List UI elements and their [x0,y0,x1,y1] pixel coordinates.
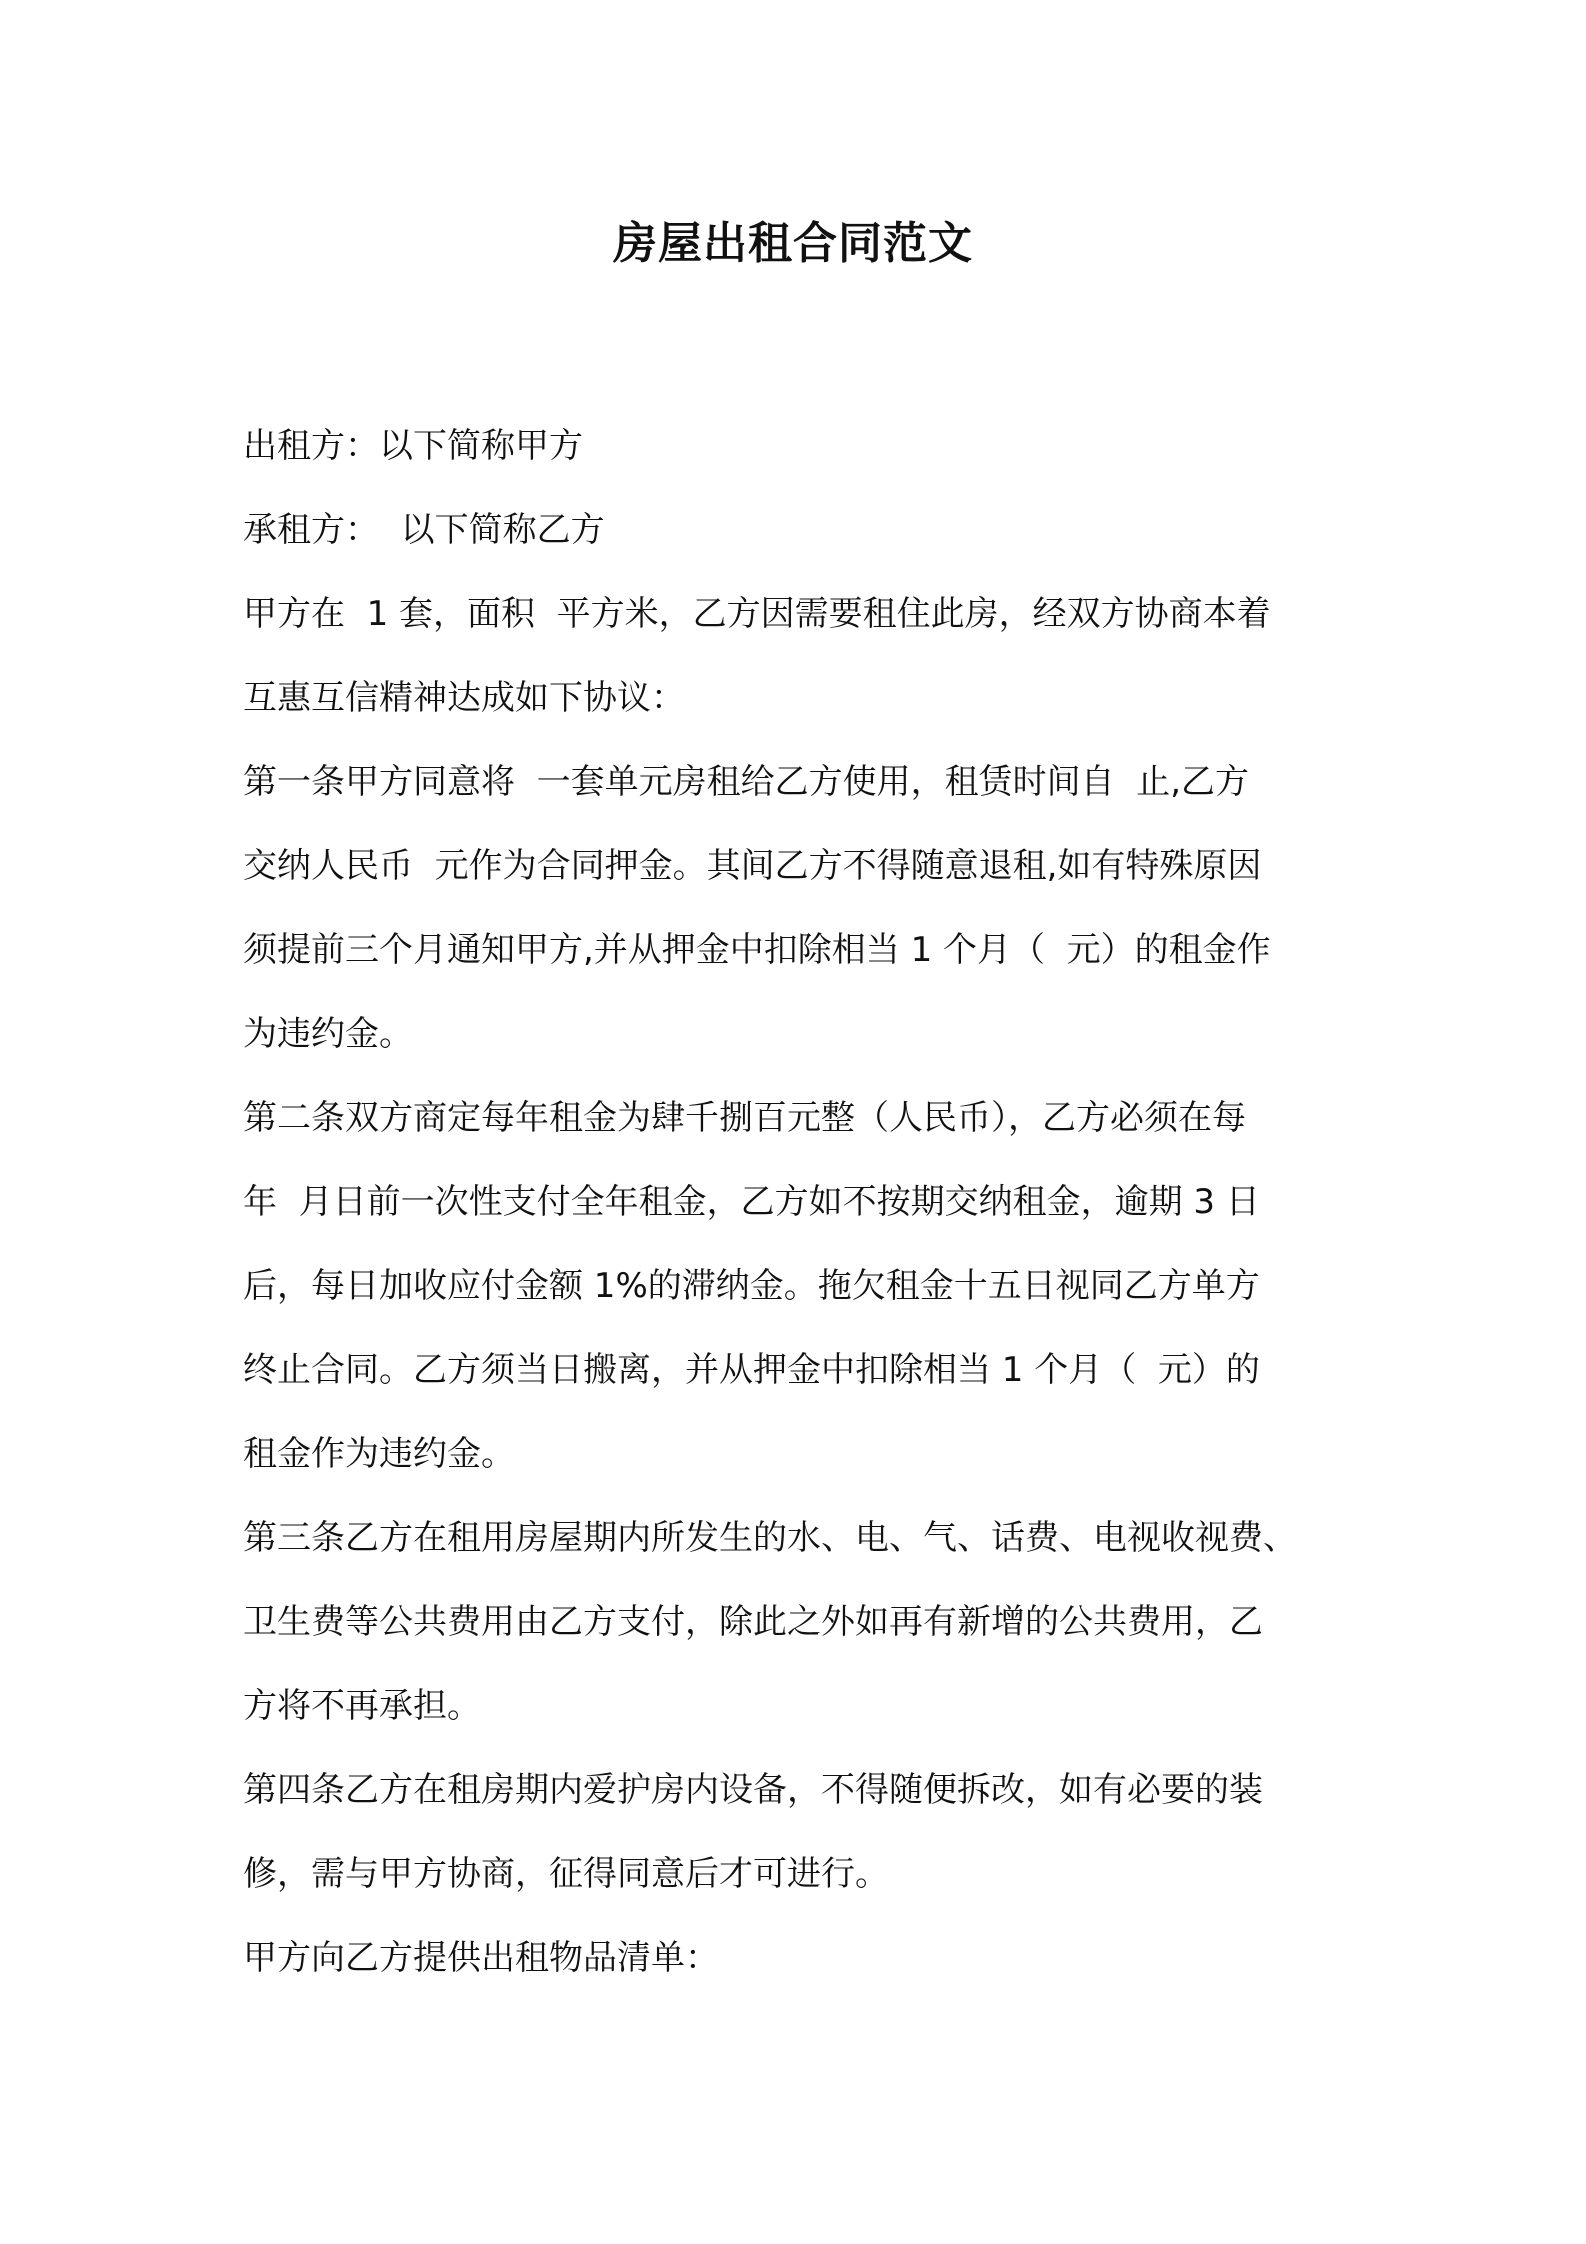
document-line: 互惠互信精神达成如下协议： [243,678,685,718]
document-line: 第三条乙方在租用房屋期内所发生的水、电、气、话费、电视收视费、 [243,1518,1297,1558]
document-line: 为违约金。 [243,1014,413,1054]
document-line: 甲方向乙方提供出租物品清单： [243,1938,719,1978]
document-line: 第一条甲方同意将 一套单元房租给乙方使用，租赁时间自 止,乙方 [243,762,1250,802]
document-line: 出租方：以下简称甲方 [243,426,583,466]
document-line: 须提前三个月通知甲方,并从押金中扣除相当 1 个月（ 元）的租金作 [243,930,1271,970]
document-line: 卫生费等公共费用由乙方支付，除此之外如再有新增的公共费用，乙 [243,1602,1263,1642]
document-title: 房屋出租合同范文 [613,218,973,269]
document-line: 终止合同。乙方须当日搬离，并从押金中扣除相当 1 个月（ 元）的 [243,1350,1260,1390]
document-line: 租金作为违约金。 [243,1434,515,1474]
document-body [243,404,1355,2000]
document-line: 后，每日加收应付金额 1%的滞纳金。拖欠租金十五日视同乙方单方 [243,1266,1260,1306]
document-line: 方将不再承担。 [243,1686,481,1726]
document-line: 第二条双方商定每年租金为肆千捌百元整（人民币），乙方必须在每 [243,1098,1246,1138]
document-line: 第四条乙方在租房期内爱护房内设备，不得随便拆改，如有必要的装 [243,1770,1263,1810]
document-line: 年 月日前一次性支付全年租金，乙方如不按期交纳租金，逾期 3 日 [243,1182,1260,1222]
document-line: 修，需与甲方协商，征得同意后才可进行。 [243,1854,889,1894]
document-line: 甲方在 1 套，面积 平方米，乙方因需要租住此房，经双方协商本着 [243,594,1271,634]
document-line: 交纳人民币 元作为合同押金。其间乙方不得随意退租,如有特殊原因 [243,846,1262,886]
document-line: 承租方： 以下简称乙方 [243,510,605,550]
